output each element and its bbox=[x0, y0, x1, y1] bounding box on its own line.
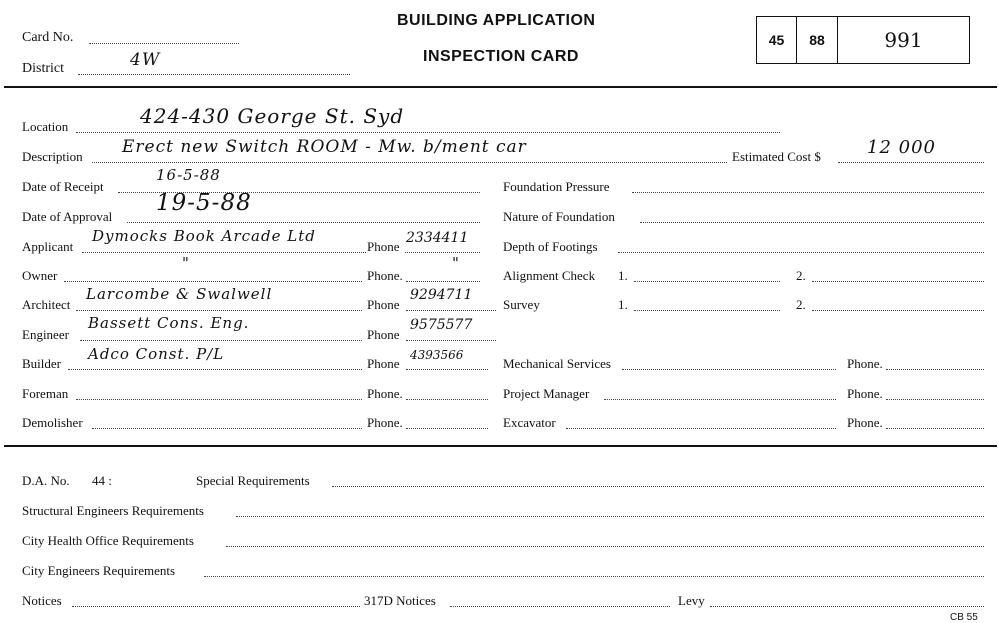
foundation-pressure-line bbox=[632, 192, 984, 193]
survey-two: 2. bbox=[796, 297, 806, 312]
owner-value: " bbox=[182, 254, 190, 272]
foreman-phone-label: Phone. bbox=[367, 386, 403, 401]
alignment-two: 2. bbox=[796, 268, 806, 283]
alignment-one: 1. bbox=[618, 268, 628, 283]
estimated-cost-value: 12 000 bbox=[867, 137, 936, 158]
demolisher-line bbox=[92, 428, 362, 429]
foundation-pressure-label: Foundation Pressure bbox=[503, 179, 610, 194]
applicant-value: Dymocks Book Arcade Ltd bbox=[92, 227, 316, 245]
health-label: City Health Office Requirements bbox=[22, 533, 194, 548]
builder-phone-label: Phone bbox=[367, 356, 400, 371]
engineer-label: Engineer bbox=[22, 327, 69, 342]
applicant-line bbox=[82, 252, 366, 253]
survey-line-2 bbox=[812, 310, 984, 311]
title-line2: INSPECTION CARD bbox=[423, 48, 579, 65]
engineer-line bbox=[80, 340, 362, 341]
box-cell-a: 45 bbox=[757, 17, 797, 63]
levy-line bbox=[710, 606, 984, 607]
receipt-value: 16-5-88 bbox=[156, 166, 221, 184]
description-line bbox=[92, 162, 727, 163]
survey-one: 1. bbox=[618, 297, 628, 312]
district-label: District bbox=[22, 61, 64, 76]
city-eng-line bbox=[204, 576, 984, 577]
estimated-cost-label: Estimated Cost $ bbox=[732, 149, 821, 164]
location-label: Location bbox=[22, 119, 69, 134]
nature-line bbox=[640, 222, 984, 223]
card-number-box bbox=[756, 16, 970, 64]
approval-label: Date of Approval bbox=[22, 209, 113, 224]
demolisher-phone-label: Phone. bbox=[367, 415, 403, 430]
demolisher-label: Demolisher bbox=[22, 415, 83, 430]
excavator-phone-line bbox=[886, 428, 984, 429]
builder-phone-value: 4393566 bbox=[410, 348, 464, 362]
district-value: 4W bbox=[130, 50, 161, 70]
owner-phone-label: Phone. bbox=[367, 268, 403, 283]
project-manager-phone-line bbox=[886, 399, 984, 400]
special-label: Special Requirements bbox=[196, 473, 310, 488]
mechanical-line bbox=[622, 369, 836, 370]
survey-line-1 bbox=[634, 310, 780, 311]
card-no-label: Card No. bbox=[22, 30, 74, 45]
box-cell-b: 88 bbox=[797, 17, 838, 63]
builder-label: Builder bbox=[22, 356, 61, 371]
foreman-phone-line bbox=[406, 399, 488, 400]
header-rule bbox=[4, 86, 997, 88]
special-line bbox=[332, 486, 984, 487]
location-line bbox=[76, 132, 780, 133]
approval-line bbox=[127, 222, 480, 223]
excavator-label: Excavator bbox=[503, 415, 556, 430]
estimated-cost-line bbox=[838, 162, 984, 163]
city-eng-label: City Engineers Requirements bbox=[22, 563, 176, 578]
mechanical-phone-label: Phone. bbox=[847, 356, 883, 371]
alignment-line-1 bbox=[634, 281, 780, 282]
footer-rule bbox=[4, 445, 997, 447]
foreman-line bbox=[76, 399, 362, 400]
owner-phone-line bbox=[406, 281, 480, 282]
engineer-phone-label: Phone bbox=[367, 327, 400, 342]
project-manager-phone-label: Phone. bbox=[847, 386, 883, 401]
excavator-line bbox=[566, 428, 836, 429]
foreman-label: Foreman bbox=[22, 386, 69, 401]
architect-phone-value: 9294711 bbox=[410, 287, 473, 303]
builder-line bbox=[68, 369, 362, 370]
applicant-phone-label: Phone bbox=[367, 239, 400, 254]
location-value: 424-430 George St. Syd bbox=[140, 104, 405, 128]
card-no-line bbox=[89, 43, 239, 44]
notices-label: Notices bbox=[22, 593, 62, 608]
notices317-line bbox=[450, 606, 670, 607]
owner-line bbox=[64, 281, 362, 282]
mechanical-phone-line bbox=[886, 369, 984, 370]
nature-label: Nature of Foundation bbox=[503, 209, 615, 224]
engineer-phone-value: 9575577 bbox=[410, 317, 473, 333]
architect-label: Architect bbox=[22, 297, 71, 312]
engineer-phone-line bbox=[406, 340, 496, 341]
depth-line bbox=[618, 252, 984, 253]
da-label: D.A. No. bbox=[22, 473, 70, 488]
architect-phone-line bbox=[406, 310, 496, 311]
applicant-phone-line bbox=[405, 252, 480, 253]
architect-line bbox=[76, 310, 362, 311]
health-line bbox=[226, 546, 984, 547]
title-line1: BUILDING APPLICATION bbox=[397, 12, 596, 29]
owner-phone-value: " bbox=[452, 254, 460, 272]
district-line bbox=[78, 74, 350, 75]
approval-value: 19-5-88 bbox=[156, 190, 252, 216]
da-value: 44 : bbox=[92, 473, 112, 488]
engineer-value: Bassett Cons. Eng. bbox=[88, 314, 250, 332]
receipt-label: Date of Receipt bbox=[22, 179, 104, 194]
notices317-label: 317D Notices bbox=[364, 593, 436, 608]
project-manager-label: Project Manager bbox=[503, 386, 590, 401]
project-manager-line bbox=[604, 399, 836, 400]
alignment-line-2 bbox=[812, 281, 984, 282]
builder-phone-line bbox=[406, 369, 488, 370]
architect-phone-label: Phone bbox=[367, 297, 400, 312]
architect-value: Larcombe & Swalwell bbox=[86, 285, 273, 303]
builder-value: Adco Const. P/L bbox=[88, 345, 225, 363]
applicant-label: Applicant bbox=[22, 239, 74, 254]
form-code: CB 55 bbox=[950, 612, 978, 623]
structural-line bbox=[236, 516, 984, 517]
notices-line bbox=[72, 606, 360, 607]
survey-label: Survey bbox=[503, 297, 540, 312]
description-label: Description bbox=[22, 149, 83, 164]
owner-label: Owner bbox=[22, 268, 58, 283]
demolisher-phone-line bbox=[406, 428, 488, 429]
mechanical-label: Mechanical Services bbox=[503, 356, 611, 371]
structural-label: Structural Engineers Requirements bbox=[22, 503, 204, 518]
box-cell-c: 991 bbox=[884, 28, 923, 52]
excavator-phone-label: Phone. bbox=[847, 415, 883, 430]
description-value: Erect new Switch ROOM - Mw. b/ment car bbox=[122, 137, 527, 157]
applicant-phone-value: 2334411 bbox=[406, 230, 469, 246]
levy-label: Levy bbox=[678, 593, 705, 608]
alignment-label: Alignment Check bbox=[503, 268, 596, 283]
depth-label: Depth of Footings bbox=[503, 239, 598, 254]
